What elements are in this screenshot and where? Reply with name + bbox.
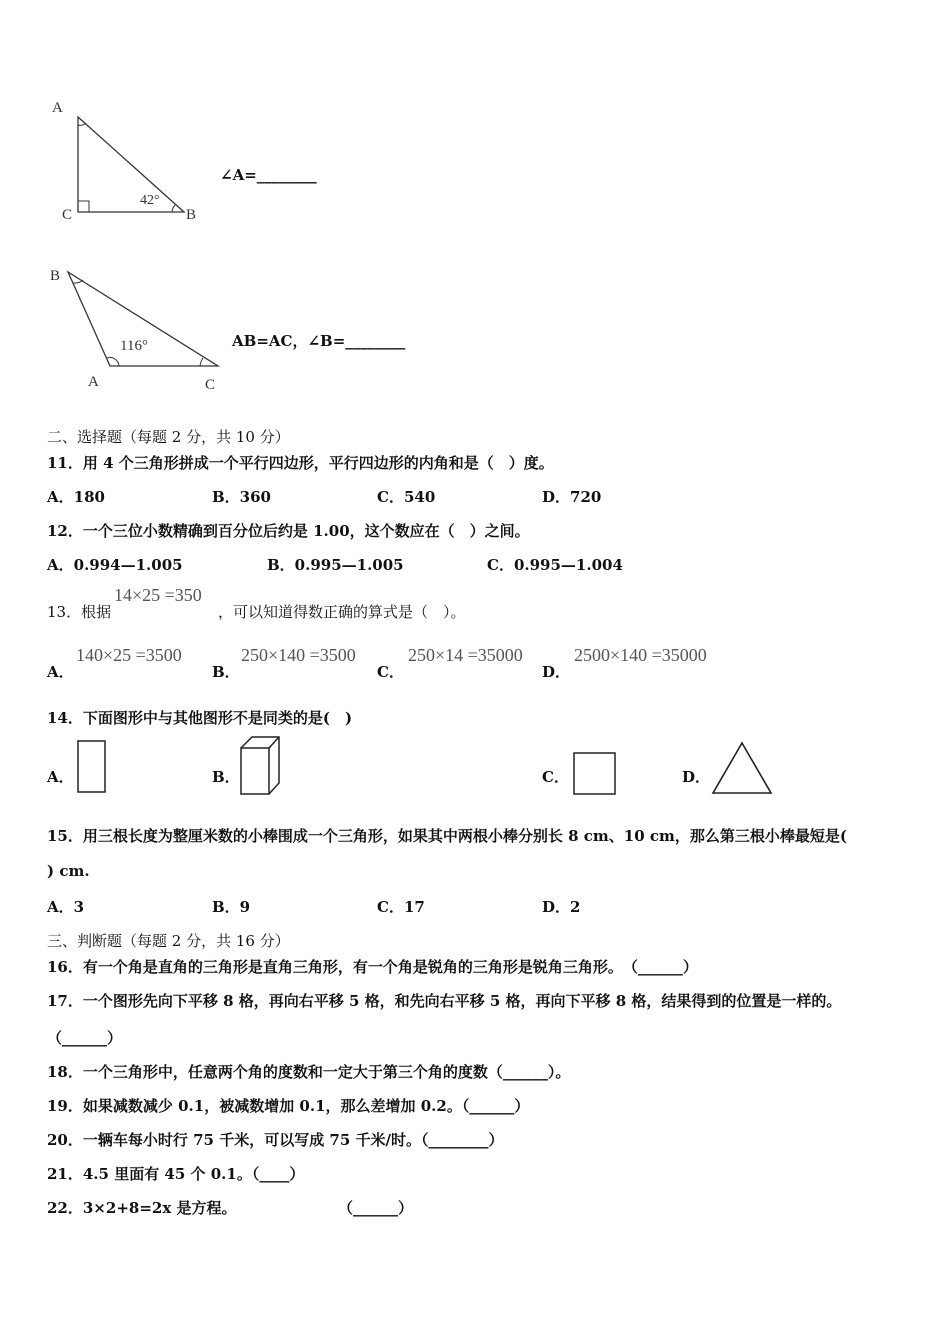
q14-stem: 14．下面图形中与其他图形不是同类的是( ) (47, 709, 353, 727)
q14-letter-d[interactable]: D． (682, 768, 711, 786)
q11-option-c[interactable]: C．540 (377, 488, 436, 506)
section3-heading: 三、判断题（每题 2 分，共 16 分） (47, 932, 290, 950)
q15-stem-cont: ) cm. (47, 862, 90, 880)
q13-letter-c[interactable]: C． (377, 663, 404, 681)
triangle-acb (78, 117, 184, 212)
q15-stem: 15．用三根长度为整厘米数的小棒围成一个三角形，如果其中两根小棒分别长 8 cm、10 cm，那么第三根小棒最短是( (47, 827, 847, 845)
q13-formula-a[interactable]: 140×25 =3500 (76, 645, 182, 665)
q15-option-b[interactable]: B．9 (212, 898, 251, 916)
q12-stem: 12．一个三位小数精确到百分位后约是 1.00，这个数应在（ ）之间。 (47, 522, 530, 540)
right-angle-mark (78, 201, 89, 212)
q17-blank[interactable]: （______） (47, 1029, 123, 1047)
q12-option-b[interactable]: B．0.995—1.005 (267, 556, 404, 574)
q14-letter-a[interactable]: A． (47, 768, 74, 786)
cuboid-shape[interactable] (240, 736, 282, 796)
q15-option-a[interactable]: A．3 (47, 898, 85, 916)
fig1-question: ∠A=________ (220, 166, 317, 184)
q14-letter-b[interactable]: B． (212, 768, 240, 786)
q14-letter-c[interactable]: C． (542, 768, 569, 786)
q18: 18．一个三角形中，任意两个角的度数和一定大于第三个角的度数（______）。 (47, 1063, 571, 1081)
q15-option-c[interactable]: C．17 (377, 898, 425, 916)
q13-stem-suffix: ，可以知道得数正确的算式是（ ）。 (218, 603, 466, 621)
angle-c-arc (200, 358, 203, 366)
fig2-label-a: A (88, 374, 99, 390)
q11-option-d[interactable]: D．720 (542, 488, 602, 506)
fig2-question: AB=AC，∠B=________ (232, 332, 406, 350)
q19: 19．如果减数减少 0.1，被减数增加 0.1，那么差增加 0.2。（______） (47, 1097, 530, 1115)
fig2-label-c: C (205, 377, 216, 393)
fig2-angle-label: 116° (120, 338, 148, 354)
q13-letter-d[interactable]: D． (542, 663, 571, 681)
fig1-label-c: C (62, 207, 73, 223)
isosceles-triangle-figure (40, 265, 230, 390)
fig1-label-a: A (52, 100, 63, 116)
q13-formula-b[interactable]: 250×140 =3500 (241, 645, 356, 665)
q20: 20．一辆车每小时行 75 千米，可以写成 75 千米/时。（________） (47, 1131, 504, 1149)
rectangle-shape[interactable] (77, 740, 107, 794)
q12-option-c[interactable]: C．0.995—1.004 (487, 556, 623, 574)
q15-option-d[interactable]: D．2 (542, 898, 581, 916)
fig1-label-b: B (186, 207, 197, 223)
q12-option-a[interactable]: A．0.994—1.005 (47, 556, 183, 574)
q11-option-b[interactable]: B．360 (212, 488, 271, 506)
q13-formula: 14×25 =350 (114, 585, 202, 605)
q22-text: 22．3×2+8=2x 是方程。 (47, 1199, 237, 1217)
fig1-angle-label: 42° (140, 193, 160, 208)
fig2-label-b: B (50, 268, 61, 284)
angle-b-arc (172, 205, 175, 212)
q11-stem: 11．用 4 个三角形拼成一个平行四边形，平行四边形的内角和是（ ）度。 (47, 454, 554, 472)
q13-letter-b[interactable]: B． (212, 663, 240, 681)
q13-formula-d[interactable]: 2500×140 =35000 (574, 645, 707, 665)
section2-heading: 二、选择题（每题 2 分，共 10 分） (47, 428, 290, 446)
q16: 16．有一个角是直角的三角形是直角三角形，有一个角是锐角的三角形是锐角三角形。 （______） (47, 958, 698, 976)
q13-formula-c[interactable]: 250×14 =35000 (408, 645, 523, 665)
q17: 17．一个图形先向下平移 8 格，再向右平移 5 格，和先向右平移 5 格，再向下平移 8 格，结果得到的位置是一样的。 (47, 992, 842, 1010)
triangle-shape[interactable] (711, 741, 773, 795)
square-shape[interactable] (573, 752, 617, 796)
q22-blank[interactable]: （______） (338, 1199, 414, 1217)
q21: 21．4.5 里面有 45 个 0.1。（____） (47, 1165, 305, 1183)
q11-option-a[interactable]: A．180 (47, 488, 105, 506)
angle-a-arc (78, 123, 86, 125)
q13-letter-a[interactable]: A． (47, 663, 74, 681)
q13-stem-prefix: 13．根据 (47, 603, 112, 621)
